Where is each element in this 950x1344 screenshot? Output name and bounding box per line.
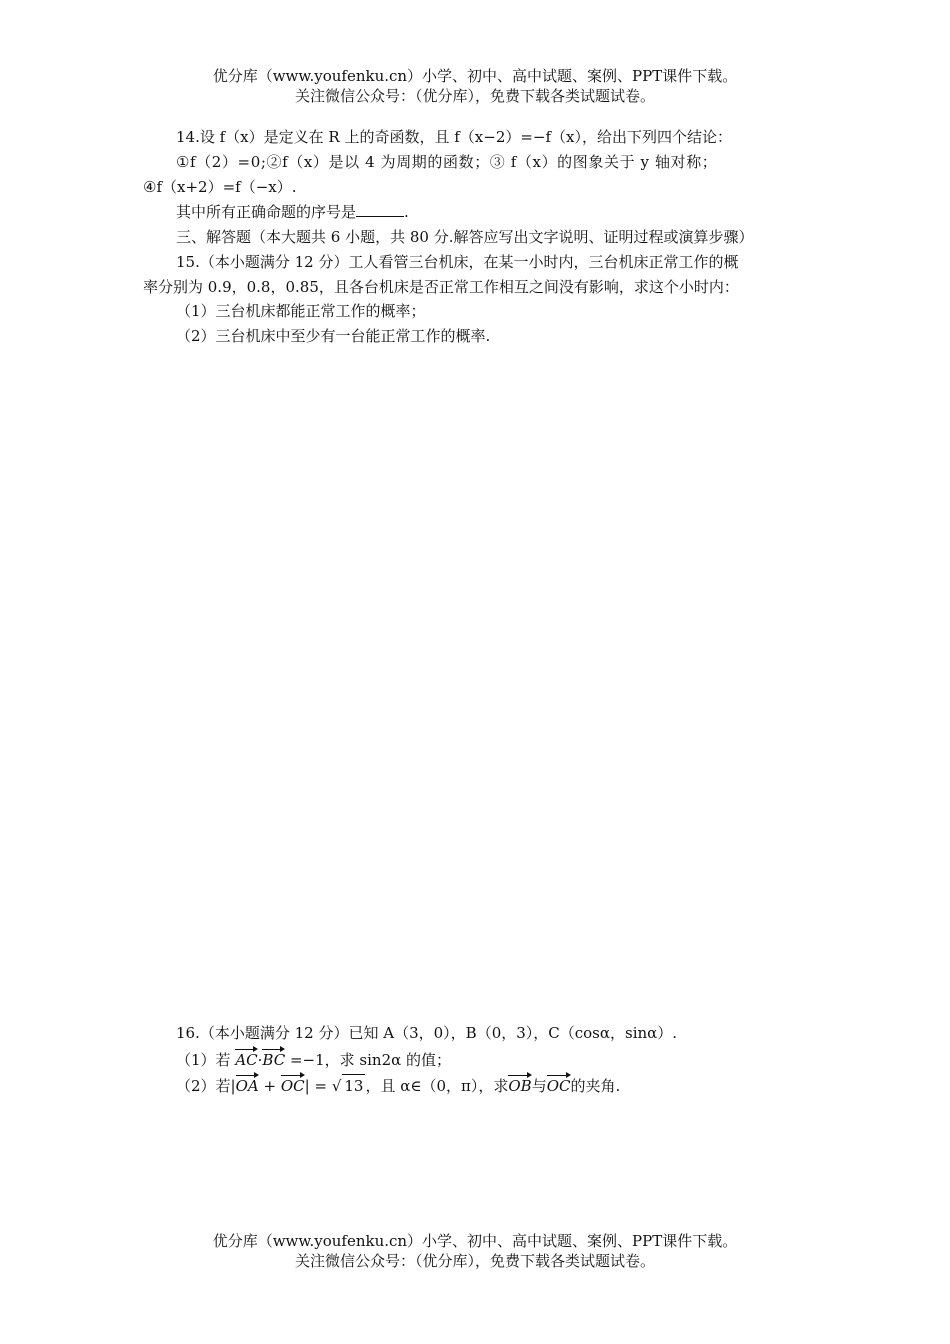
sqrt-icon: √	[331, 1077, 342, 1095]
q16-line-1: 16.（本小题满分 12 分）已知 A（3，0），B（0，3），C（cosα，sinα）.	[176, 1024, 678, 1042]
q14-line-4	[176, 201, 409, 223]
q14-line-3: ④f（x+2）=f（−x）.	[143, 178, 297, 196]
vector-bc: BC	[262, 1047, 285, 1071]
header-line-2: 关注微信公众号：（优分库），免费下载各类试题试卷。	[294, 87, 655, 105]
vector-oc-2: OC	[547, 1073, 571, 1097]
footer-line-1: 优分库（www.youfenku.cn）小学、初中、高中试题、案例、PPT课件下载。	[212, 1232, 738, 1250]
q14-line-2: ①f（2）=0;②f（x）是以 4 为周期的函数；③ f（x）的图象关于 y 轴对称；	[176, 153, 718, 171]
q15-part-1: （1）三台机床都能正常工作的概率；	[176, 302, 426, 320]
q16-equals: | =	[304, 1077, 332, 1095]
q15-line-1: 15.（本小题满分 12 分）工人看管三台机床，在某一小时内，三台机床正常工作的概	[176, 253, 739, 271]
sqrt-radicand: 13	[342, 1074, 365, 1097]
header-line-1: 优分库（www.youfenku.cn）小学、初中、高中试题、案例、PPT课件下载。	[212, 67, 738, 85]
vector-ob: OB	[508, 1073, 531, 1097]
vector-ac: AC	[235, 1047, 257, 1071]
vector-oc: OC	[281, 1073, 305, 1097]
q15-part-2: （2）三台机床中至少有一台能正常工作的概率.	[176, 327, 491, 345]
q16-part-1	[176, 1047, 451, 1071]
q16-p2-prefix: （2）若|	[176, 1077, 236, 1095]
q14-period: .	[404, 203, 409, 221]
footer-line-2: 关注微信公众号：（优分库），免费下载各类试题试卷。	[294, 1252, 655, 1270]
answer-blank	[356, 202, 404, 217]
q16-p2-middle: ，且 α∈（0，π），求	[365, 1077, 509, 1095]
q16-with: 与	[531, 1077, 547, 1095]
q16-p1-prefix: （1）若	[176, 1051, 231, 1069]
q14-prompt: 其中所有正确命题的序号是	[176, 203, 357, 221]
q16-part-2	[176, 1073, 620, 1097]
q15-line-2: 率分别为 0.9，0.8，0.85，且各台机床是否正常工作相互之间没有影响，求这个小时内：	[143, 278, 739, 296]
vector-oa: OA	[236, 1073, 259, 1097]
dot-operator: ·	[257, 1051, 263, 1069]
q16-p1-suffix: =−1，求 sin2α 的值；	[289, 1051, 452, 1069]
plus-operator: +	[258, 1077, 281, 1095]
q14-line-1: 14.设 f（x）是定义在 R 上的奇函数，且 f（x−2）=−f（x），给出下列四个结论：	[176, 128, 733, 146]
section-heading: 三、解答题（本大题共 6 小题，共 80 分.解答应写出文字说明、证明过程或演算步骤）	[176, 228, 754, 246]
q16-p2-end: 的夹角.	[570, 1077, 621, 1095]
